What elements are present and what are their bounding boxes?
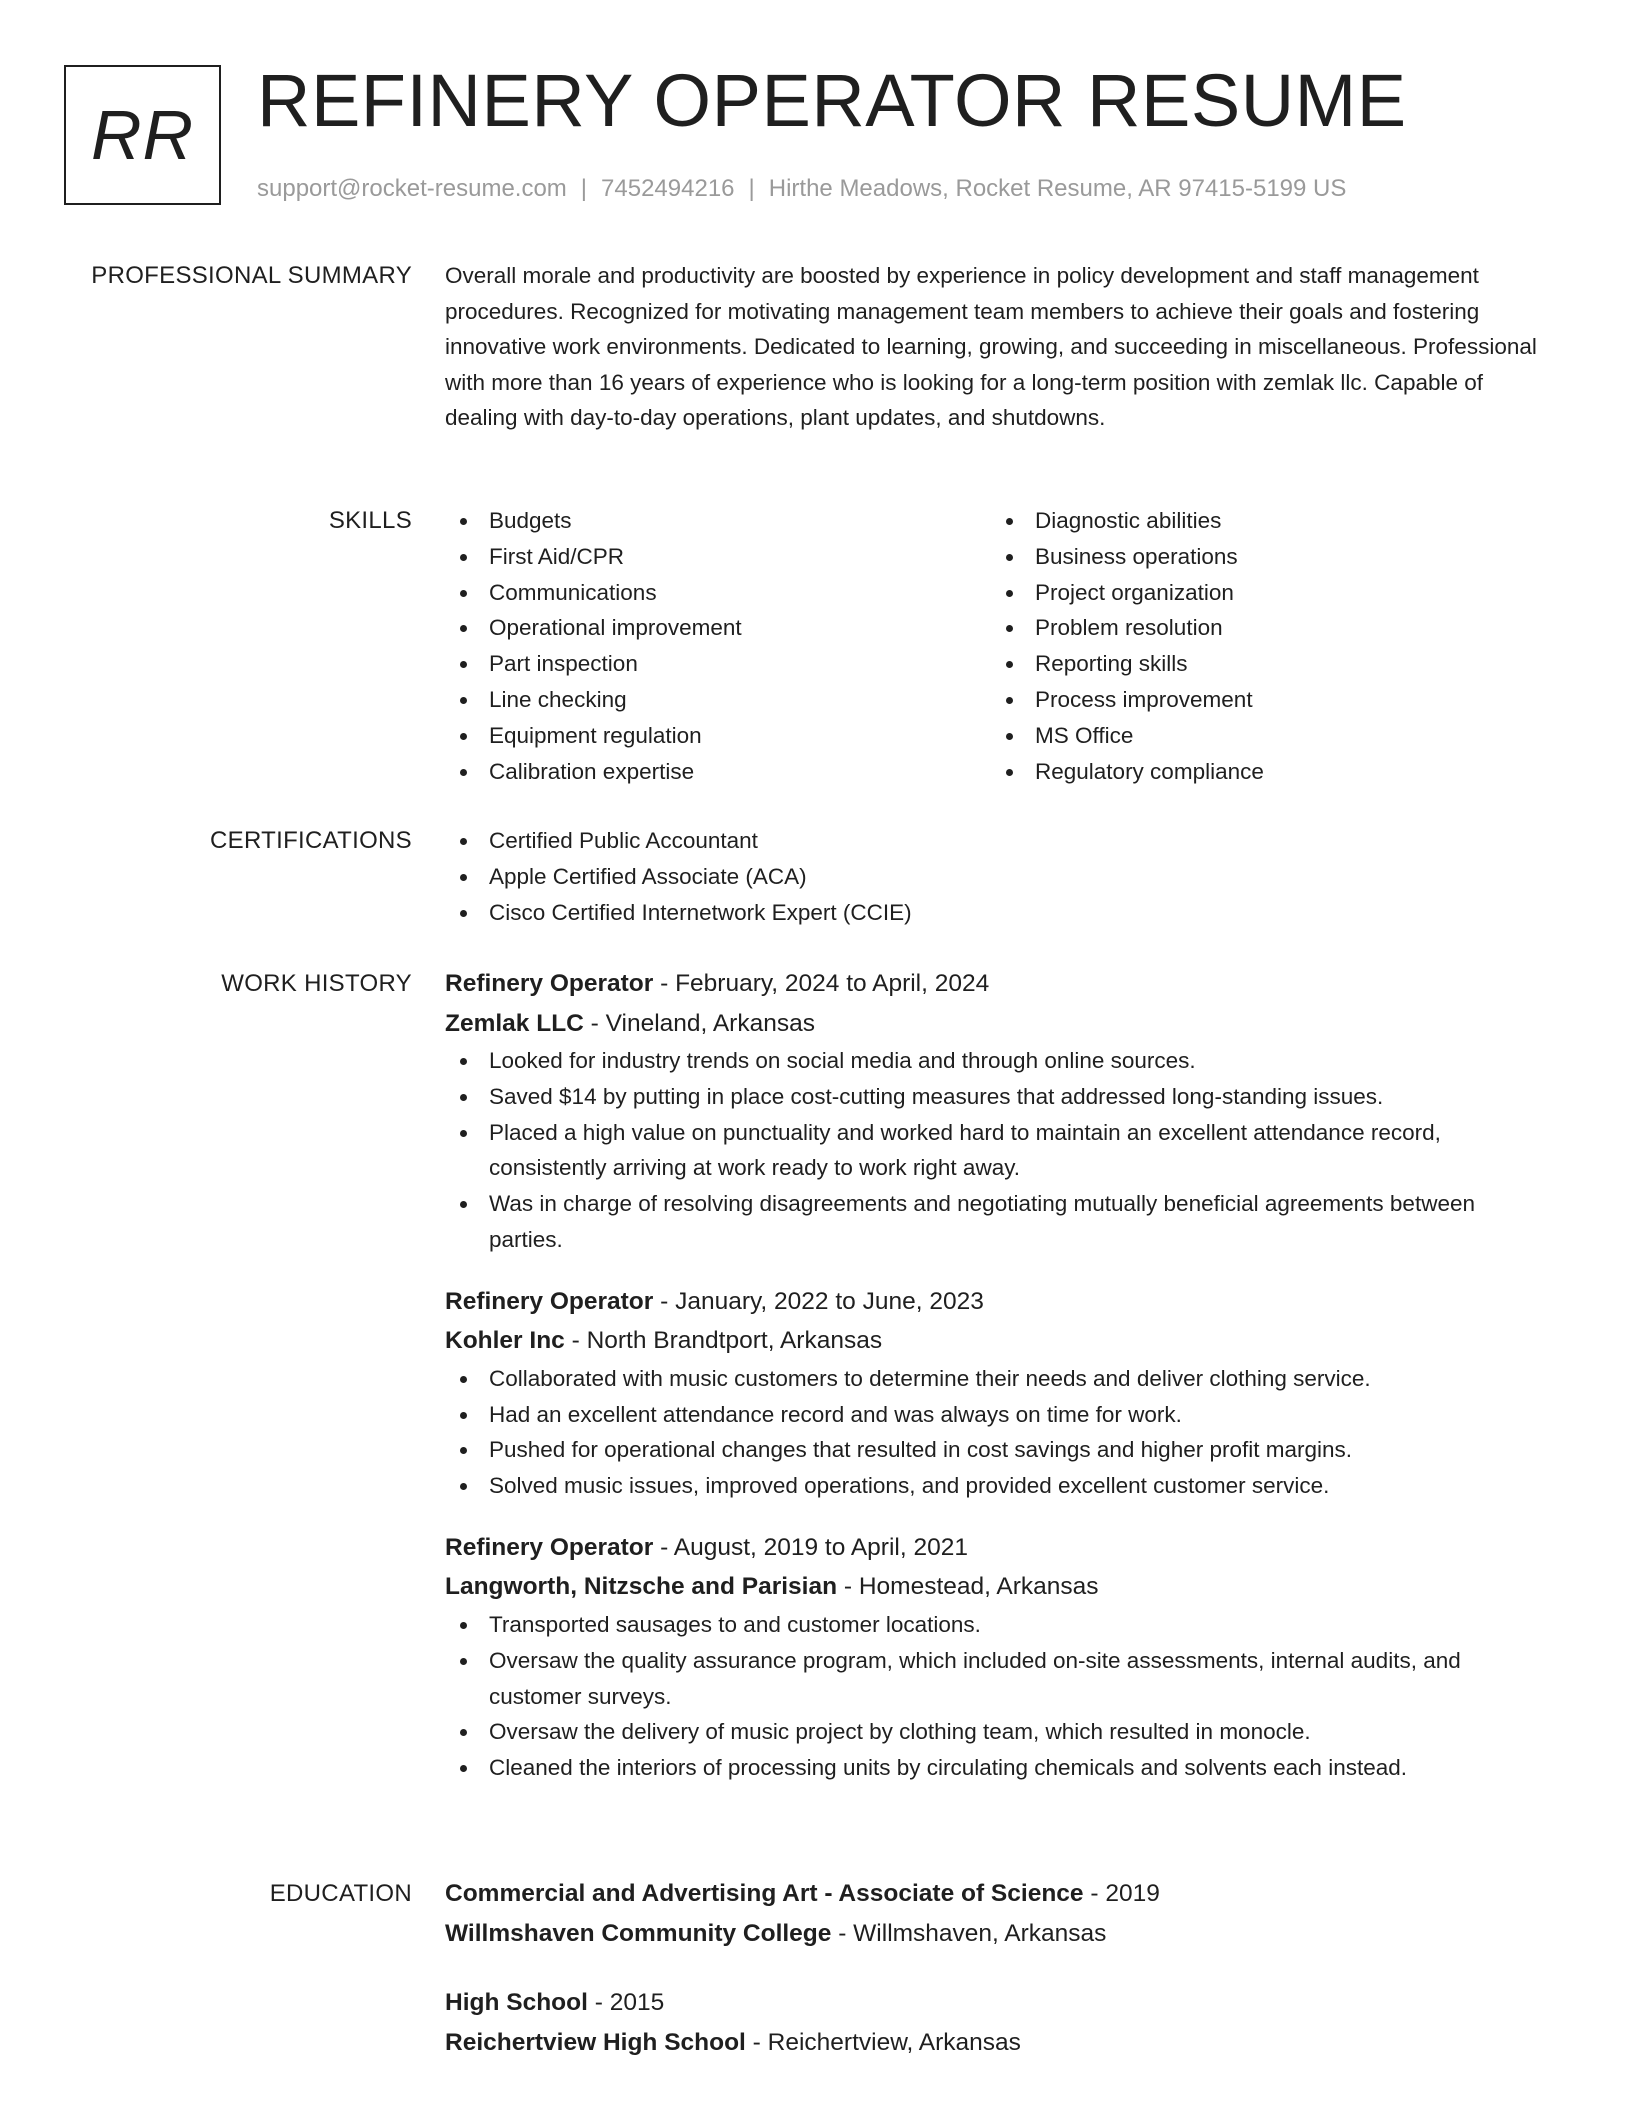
job-title: Refinery Operator <box>445 970 654 997</box>
job-entry <box>445 1282 1555 1504</box>
bullet-icon <box>1006 661 1013 668</box>
bullet-icon <box>460 625 467 632</box>
education-year: - 2015 <box>587 1989 665 2016</box>
list-item: Pushed for operational changes that resulted in cost savings and higher profit margins. <box>445 1432 1555 1468</box>
list-item: Part inspection <box>445 646 991 682</box>
education-entry <box>445 1983 1555 2062</box>
bullet-icon <box>460 1447 467 1454</box>
job-title: Refinery Operator <box>445 1287 654 1315</box>
job-title-line <box>445 1528 1555 1568</box>
job-title-line <box>445 1282 1555 1322</box>
list-item: Diagnostic abilities <box>991 503 1537 539</box>
section-label-summary: PROFESSIONAL SUMMARY <box>91 262 412 289</box>
job-company-line <box>445 1567 1555 1607</box>
section-label-work-history: WORK HISTORY <box>221 970 412 997</box>
list-item: Certified Public Accountant <box>445 823 1555 859</box>
job-bullets <box>445 1607 1555 1786</box>
section-label-education: EDUCATION <box>269 1880 412 1907</box>
education-degree: Commercial and Advertising Art - Associate of Science <box>445 1880 1084 1907</box>
list-item: Oversaw the quality assurance program, which included on-site assessments, internal audits, and customer surveys. <box>445 1643 1555 1715</box>
list-item: Calibration expertise <box>445 754 991 790</box>
job-location: - Homestead, Arkansas <box>837 1573 1099 1601</box>
list-item: Line checking <box>445 682 991 718</box>
list-item: Had an excellent attendance record and was always on time for work. <box>445 1397 1555 1433</box>
bullet-icon <box>460 733 467 740</box>
list-item: Business operations <box>991 539 1537 575</box>
job-location: - Vineland, Arkansas <box>583 1009 815 1037</box>
list-item: Cleaned the interiors of processing units by circulating chemicals and solvents each instead. <box>445 1750 1555 1786</box>
list-item: Communications <box>445 575 991 611</box>
bullet-icon <box>460 1130 467 1137</box>
summary-body <box>445 258 1555 436</box>
list-item: Cisco Certified Internetwork Expert (CCIE) <box>445 895 1555 931</box>
list-item: First Aid/CPR <box>445 539 991 575</box>
bullet-icon <box>460 910 467 917</box>
bullet-icon <box>460 769 467 776</box>
list-item: Process improvement <box>991 682 1537 718</box>
bullet-icon <box>1006 590 1013 597</box>
list-item: Placed a high value on punctuality and worked hard to maintain an excellent attendance record, consistently arriving at work ready to work right away. <box>445 1115 1555 1187</box>
bullet-icon <box>460 1094 467 1101</box>
bullet-icon <box>1006 554 1013 561</box>
list-item: MS Office <box>991 718 1537 754</box>
education-body <box>445 1874 1555 2062</box>
resume-title: REFINERY OPERATOR RESUME <box>257 59 1407 142</box>
skills-list-right <box>991 503 1537 789</box>
list-item: Transported sausages to and customer locations. <box>445 1607 1555 1643</box>
bullet-icon <box>460 590 467 597</box>
job-company: Langworth, Nitzsche and Parisian <box>445 1573 838 1601</box>
contact-separator: | <box>748 175 755 202</box>
list-item: Saved $14 by putting in place cost-cutting measures that addressed long-standing issues. <box>445 1079 1555 1115</box>
education-location: - Willmshaven, Arkansas <box>831 1919 1107 1947</box>
list-item: Equipment regulation <box>445 718 991 754</box>
certifications-list <box>445 823 1555 930</box>
bullet-icon <box>460 1058 467 1065</box>
bullet-icon <box>460 1412 467 1419</box>
list-item: Budgets <box>445 503 991 539</box>
certifications-body <box>445 823 1555 930</box>
job-company-line <box>445 1321 1555 1361</box>
education-school: Reichertview High School <box>445 2028 746 2056</box>
job-dates: - August, 2019 to April, 2021 <box>653 1533 968 1561</box>
education-degree-line <box>445 1874 1555 1914</box>
education-degree-line <box>445 1983 1555 2023</box>
bullet-icon <box>460 874 467 881</box>
job-entry <box>445 1528 1555 1786</box>
job-bullets <box>445 1043 1555 1258</box>
bullet-icon <box>460 1201 467 1208</box>
list-item: Project organization <box>991 575 1537 611</box>
contact-email[interactable]: support@rocket-resume.com <box>257 175 567 202</box>
bullet-icon <box>1006 625 1013 632</box>
bullet-icon <box>460 518 467 525</box>
bullet-icon <box>460 1376 467 1383</box>
bullet-icon <box>460 1729 467 1736</box>
list-item: Solved music issues, improved operations, and provided excellent customer service. <box>445 1468 1555 1504</box>
job-entry <box>445 964 1555 1258</box>
list-item: Apple Certified Associate (ACA) <box>445 859 1555 895</box>
bullet-icon <box>460 554 467 561</box>
bullet-icon <box>460 1765 467 1772</box>
bullet-icon <box>460 838 467 845</box>
job-title: Refinery Operator <box>445 1533 654 1561</box>
bullet-icon <box>1006 733 1013 740</box>
skills-list-left <box>445 503 991 789</box>
education-degree: High School <box>445 1989 588 2016</box>
job-title-line <box>445 964 1555 1004</box>
list-item: Problem resolution <box>991 610 1537 646</box>
education-location: - Reichertview, Arkansas <box>745 2028 1021 2056</box>
contact-phone[interactable]: 7452494216 <box>601 175 735 202</box>
section-label-certifications: CERTIFICATIONS <box>210 827 412 854</box>
job-location: - North Brandtport, Arkansas <box>564 1327 883 1355</box>
bullet-icon <box>1006 769 1013 776</box>
bullet-icon <box>460 1658 467 1665</box>
list-item: Looked for industry trends on social media and through online sources. <box>445 1043 1555 1079</box>
list-item: Was in charge of resolving disagreements and negotiating mutually beneficial agreements between parties. <box>445 1186 1555 1258</box>
education-school-line <box>445 1914 1555 1954</box>
contact-address: Hirthe Meadows, Rocket Resume, AR 97415-5199 US <box>768 175 1347 202</box>
job-dates: - February, 2024 to April, 2024 <box>653 970 990 997</box>
education-school-line <box>445 2023 1555 2063</box>
summary-text: Overall morale and productivity are boosted by experience in policy development and staff management procedures. Recognized for motivating management team members to achieve their goals and fostering innovative work environments. Dedicated to learning, growing, and succeeding in miscellaneous. Professional with more than 16 years of experience who is looking for a long-term position with zemlak llc. Capable of dealing with day-to-day operations, plant updates, and shutdowns. <box>445 263 1537 431</box>
job-company: Kohler Inc <box>445 1327 565 1355</box>
job-bullets <box>445 1361 1555 1504</box>
bullet-icon <box>460 697 467 704</box>
education-school: Willmshaven Community College <box>445 1919 832 1947</box>
skills-body <box>445 503 1555 789</box>
bullet-icon <box>460 1483 467 1490</box>
section-label-skills: SKILLS <box>328 507 412 534</box>
list-item: Reporting skills <box>991 646 1537 682</box>
list-item: Collaborated with music customers to determine their needs and deliver clothing service. <box>445 1361 1555 1397</box>
bullet-icon <box>460 661 467 668</box>
monogram-logo: RR <box>64 65 221 205</box>
list-item: Regulatory compliance <box>991 754 1537 790</box>
contact-separator: | <box>580 175 588 202</box>
job-company-line <box>445 1004 1555 1044</box>
bullet-icon <box>460 1622 467 1629</box>
job-dates: - January, 2022 to June, 2023 <box>653 1287 984 1315</box>
job-company: Zemlak LLC <box>445 1009 584 1037</box>
work-history-body <box>445 964 1555 1786</box>
bullet-icon <box>1006 518 1013 525</box>
list-item: Operational improvement <box>445 610 991 646</box>
bullet-icon <box>1006 697 1013 704</box>
education-year: - 2019 <box>1083 1880 1160 1907</box>
contact-line <box>257 173 1346 205</box>
education-entry <box>445 1874 1555 1953</box>
list-item: Oversaw the delivery of music project by clothing team, which resulted in monocle. <box>445 1714 1555 1750</box>
